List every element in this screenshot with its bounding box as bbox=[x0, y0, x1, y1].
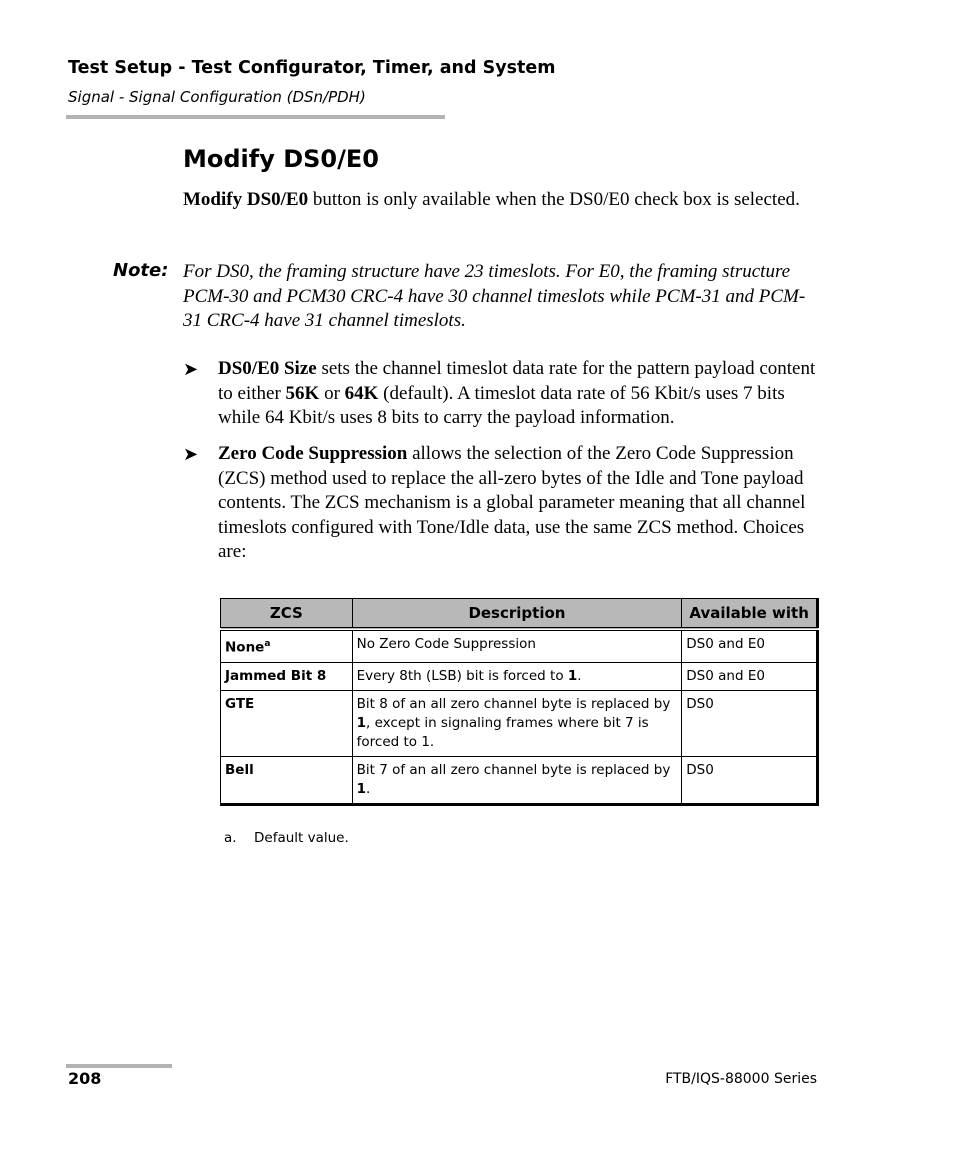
zcs-name: Jammed Bit 8 bbox=[225, 667, 327, 684]
cell-description bbox=[352, 629, 682, 662]
zcs-table bbox=[220, 598, 819, 806]
desc-tail: , except in signaling frames where bit 7 is forced to 1. bbox=[356, 714, 649, 750]
footnote-text: Default value. bbox=[254, 830, 349, 846]
bullet-value-64k: 64K bbox=[344, 382, 379, 404]
bullet-text bbox=[218, 357, 823, 431]
cell-zcs bbox=[221, 662, 353, 690]
column-header-description: Description bbox=[352, 599, 682, 630]
zcs-name: Bell bbox=[225, 761, 254, 778]
chapter-title: Test Setup - Test Configurator, Timer, and System bbox=[68, 58, 556, 78]
cell-available: DS0 bbox=[682, 690, 818, 756]
series-name: FTB/IQS-88000 Series bbox=[665, 1071, 817, 1087]
footer-rule bbox=[66, 1064, 172, 1068]
table-header-row bbox=[221, 599, 818, 630]
column-header-zcs: ZCS bbox=[221, 599, 353, 630]
column-header-available-with: Available with bbox=[682, 599, 818, 630]
desc-text: Every 8th (LSB) bit is forced to bbox=[356, 667, 568, 684]
bullet-zero-code-suppression bbox=[183, 442, 823, 565]
zcs-name: GTE bbox=[225, 695, 255, 712]
desc-bold: 1 bbox=[567, 667, 578, 684]
bullet-text bbox=[218, 442, 823, 565]
intro-text: button is only available when the DS0/E0 check box is selected. bbox=[308, 189, 800, 210]
cell-available: DS0 bbox=[682, 756, 818, 804]
page-number: 208 bbox=[68, 1069, 102, 1088]
bullet-term: Zero Code Suppression bbox=[218, 443, 408, 464]
table-row bbox=[221, 629, 818, 662]
desc-tail: . bbox=[366, 780, 371, 797]
bullet-text-part: (default). A timeslot data rate of 56 Kbit/s uses 7 bits while 64 Kbit/s uses 8 bits to carry the payload information. bbox=[218, 382, 785, 428]
bullet-text-part: allows the selection of the Zero Code Suppression (ZCS) method used to replace the all-zero bytes of the Idle and Tone payload contents. The ZCS mechanism is a global parameter meaning that all channel timeslots configured with Tone/Idle data, use the same ZCS method. Choices are: bbox=[218, 443, 806, 562]
desc-text: Bit 8 of an all zero channel byte is replaced by bbox=[356, 695, 671, 712]
bullet-ds0-size bbox=[183, 357, 823, 431]
table-row bbox=[221, 756, 818, 804]
header-rule bbox=[66, 115, 445, 119]
bullet-arrow-icon: ➤ bbox=[183, 444, 199, 464]
bullet-text-part: sets the channel timeslot data rate for the pattern payload content to either bbox=[218, 358, 816, 404]
bullet-term: DS0/E0 Size bbox=[218, 358, 317, 379]
desc-text: No Zero Code Suppression bbox=[356, 636, 536, 652]
cell-available: DS0 and E0 bbox=[682, 629, 818, 662]
table-row bbox=[221, 662, 818, 690]
section-subtitle: Signal - Signal Configuration (DSn/PDH) bbox=[68, 88, 366, 106]
zcs-name: None bbox=[225, 639, 265, 656]
desc-text: Bit 7 of an all zero channel byte is replaced by bbox=[356, 761, 671, 778]
note-label: Note: bbox=[113, 260, 169, 281]
section-heading: Modify DS0/E0 bbox=[183, 145, 379, 173]
bullet-text-part: or bbox=[319, 382, 345, 404]
cell-zcs bbox=[221, 756, 353, 804]
bullet-value-56k: 56K bbox=[285, 382, 320, 404]
desc-tail: . bbox=[577, 667, 582, 684]
table-footnote bbox=[224, 830, 349, 846]
bullet-arrow-icon: ➤ bbox=[183, 359, 199, 379]
cell-description bbox=[352, 690, 682, 756]
intro-bold: Modify DS0/E0 bbox=[183, 189, 309, 210]
cell-description bbox=[352, 662, 682, 690]
intro-paragraph bbox=[183, 188, 823, 213]
cell-available: DS0 and E0 bbox=[682, 662, 818, 690]
footnote-ref: a bbox=[264, 639, 271, 649]
desc-bold: 1 bbox=[356, 780, 367, 797]
desc-bold: 1 bbox=[356, 714, 367, 731]
table-row bbox=[221, 690, 818, 756]
cell-zcs bbox=[221, 629, 353, 662]
cell-description bbox=[352, 756, 682, 804]
note-text: For DS0, the framing structure have 23 timeslots. For E0, the framing structure PCM-30 and PCM30 CRC-4 have 30 channel timeslots while PCM-31 and PCM-31 CRC-4 have 31 channel timeslots. bbox=[183, 261, 806, 331]
cell-zcs bbox=[221, 690, 353, 756]
footnote-mark: a. bbox=[224, 830, 237, 846]
